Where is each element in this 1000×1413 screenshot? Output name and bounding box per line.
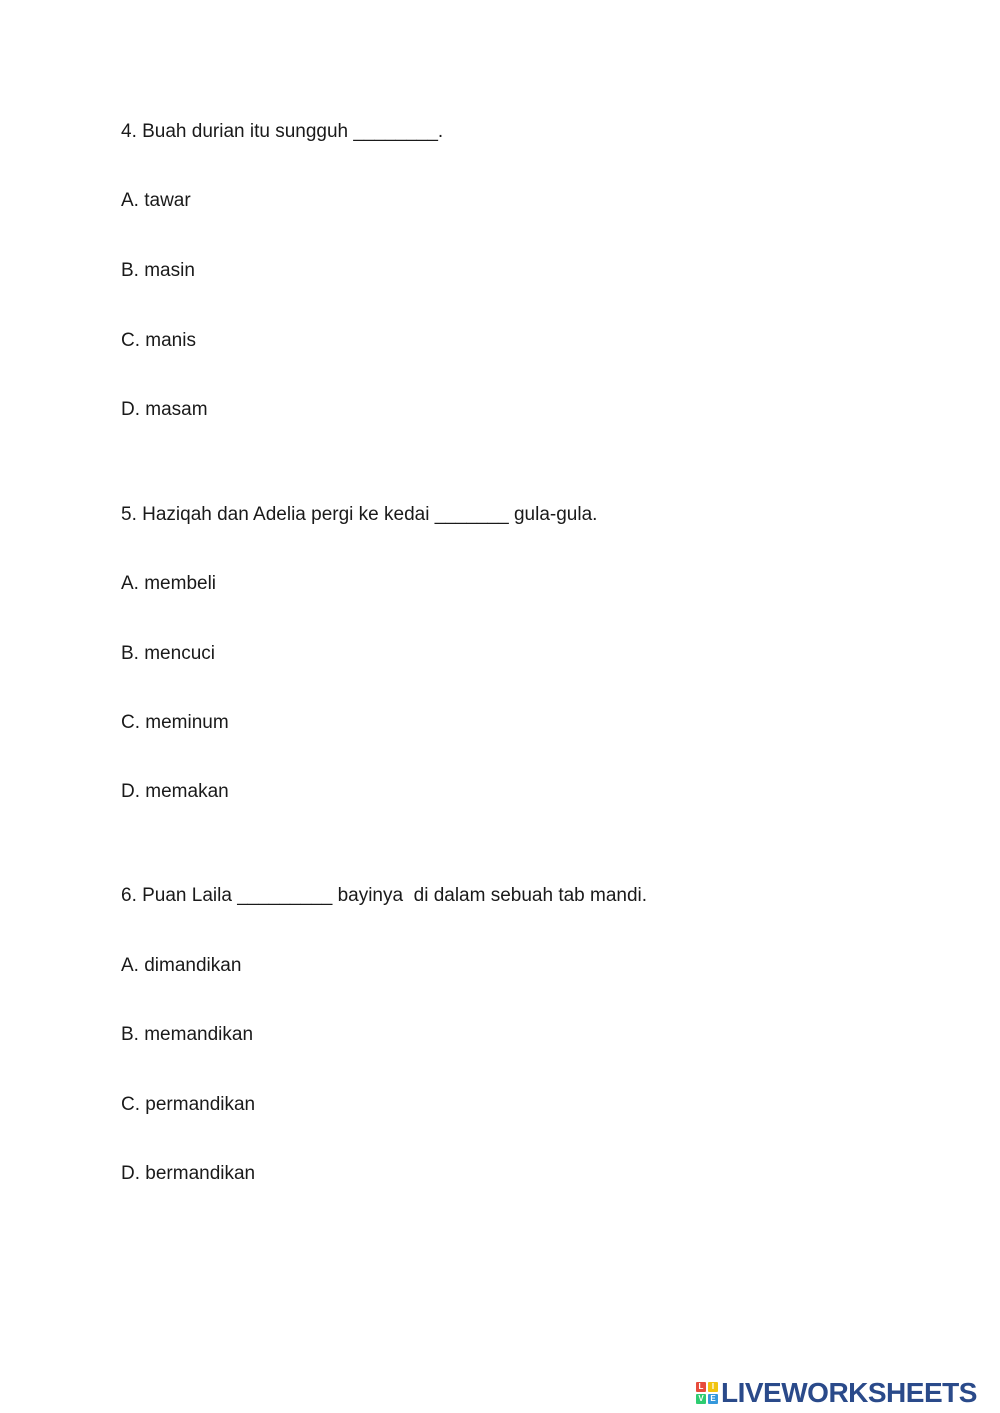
question-6-option-a[interactable]: A. dimandikan (121, 955, 242, 976)
question-6-option-b[interactable]: B. memandikan (121, 1024, 254, 1045)
question-5-text: 5. Haziqah dan Adelia pergi ke kedai _______ gula-gula. (121, 504, 598, 525)
question-5-option-d[interactable]: D. memakan (121, 781, 229, 802)
logo-tile-i: I (708, 1382, 718, 1392)
question-5-option-c[interactable]: C. meminum (121, 712, 229, 733)
question-5-option-b[interactable]: B. mencuci (121, 643, 215, 664)
question-4-text: 4. Buah durian itu sungguh ________. (121, 121, 444, 142)
logo-tile-v: V (696, 1394, 706, 1404)
question-4-option-a[interactable]: A. tawar (121, 190, 191, 211)
logo-tile-l: L (696, 1382, 706, 1392)
brand-name: LIVEWORKSHEETS (721, 1377, 977, 1408)
question-4-option-d[interactable]: D. masam (121, 399, 208, 420)
question-4-option-c[interactable]: C. manis (121, 330, 196, 351)
question-6-option-d[interactable]: D. bermandikan (121, 1163, 256, 1184)
question-5-option-a[interactable]: A. membeli (121, 573, 217, 594)
question-6-option-c[interactable]: C. permandikan (121, 1094, 256, 1115)
liveworksheets-logo-icon (696, 1382, 718, 1404)
logo-tile-e: E (708, 1394, 718, 1404)
question-4-option-b[interactable]: B. masin (121, 260, 195, 281)
question-6-text: 6. Puan Laila _________ bayinya di dalam sebuah tab mandi. (121, 885, 648, 906)
liveworksheets-logo[interactable] (696, 1378, 977, 1408)
